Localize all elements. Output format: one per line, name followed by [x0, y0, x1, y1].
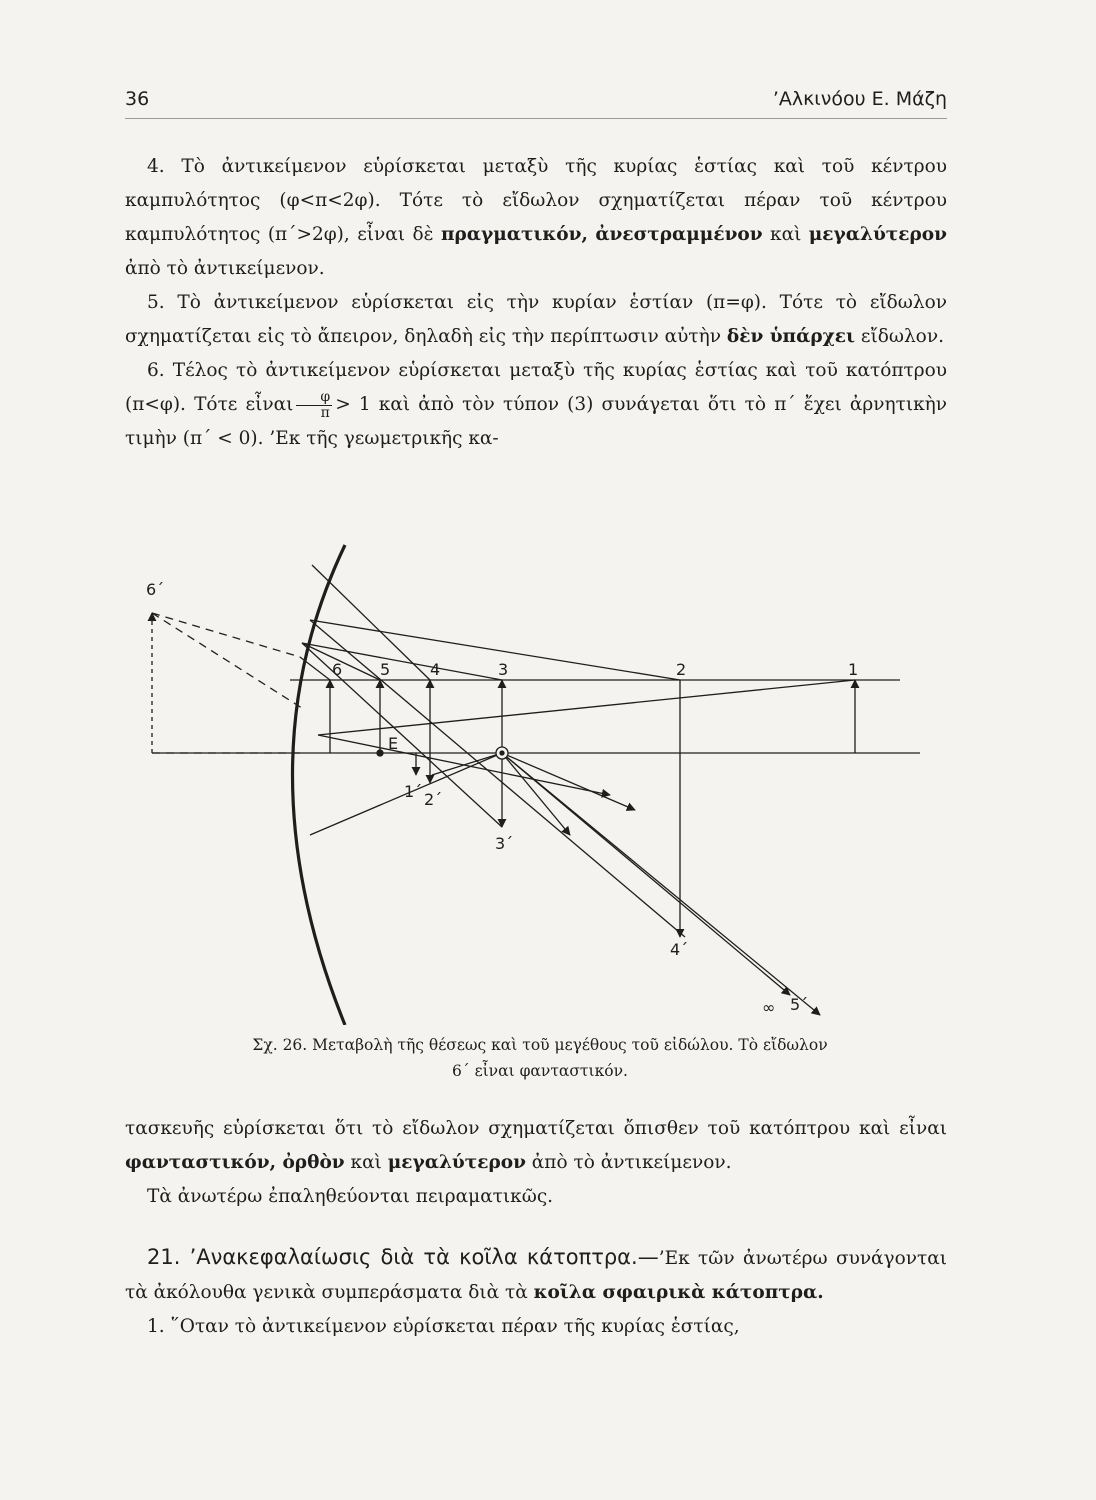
paragraph-continuation: τασκευῆς εὑρίσκεται ὅτι τὸ εἴδωλον σχηματίζεται ὄπισθεν τοῦ κατόπτρου καὶ εἶναι φανταστικόν, ὀρθὸν καὶ μεγαλύτερον ἀπὸ τὸ ἀντικείμενον. [125, 1118, 947, 1173]
concave-mirror [293, 545, 346, 1025]
label-1: 1 [848, 660, 859, 679]
fraction-phi-over-pi: $\frac{\varphi}{\pi}$ [296, 390, 332, 421]
figure-caption: Σχ. 26. Μεταβολὴ τῆς θέσεως καὶ τοῦ μεγέθους τοῦ εἰδώλου. Τὸ εἴδωλον 6΄ εἶναι φανταστικόν. [252, 1036, 828, 1080]
running-title: ’Αλκινόου Ε. Μάζη [772, 88, 947, 110]
dashed-ray-1 [152, 613, 305, 710]
label-6-prime: 6΄ [146, 580, 165, 599]
label-e: E [388, 734, 399, 753]
ray-2a [310, 620, 680, 680]
label-4: 4 [430, 660, 441, 679]
paragraph-5: 5. Τὸ ἀντικείμενον εὑρίσκεται εἰς τὴν κυρίαν ἑστίαν (π=φ). Τότε τὸ εἴδωλον σχηματίζεται εἰς τὸ ἄπειρον, δηλαδὴ εἰς τὴν περίπτωσιν αὐτὴν δὲν ὑπάρχει εἴδωλον. [125, 292, 947, 347]
dashed-ray-2 [152, 613, 300, 657]
label-2-prime: 2΄ [424, 790, 443, 809]
label-3: 3 [498, 660, 509, 679]
label-2: 2 [676, 660, 687, 679]
ray-5b [502, 753, 820, 1015]
text-top [125, 150, 947, 456]
label-infinity: ∞ [762, 998, 776, 1017]
ray-8 [502, 753, 570, 835]
ray-4a [312, 565, 430, 680]
page-number: 36 [125, 88, 150, 110]
page-header [125, 88, 947, 119]
label-4-prime: 4΄ [670, 940, 689, 959]
section-21: 21. ’Ανακεφαλαίωσις διὰ τὰ κοῖλα κάτοπτρα.—’Εκ τῶν ἀνωτέρω συνάγονται τὰ ἀκόλουθα γενικὰ συμπεράσματα διὰ τὰ κοῖλα σφαιρικὰ κάτοπτρα. [125, 1245, 947, 1303]
label-5: 5 [380, 660, 391, 679]
paragraph-4: 4. Τὸ ἀντικείμενον εὑρίσκεται μεταξὺ τῆς κυρίας ἑστίας καὶ τοῦ κέντρου καμπυλότητος (φ<π<2φ). Τότε τὸ εἴδωλον σχηματίζεται πέραν τοῦ κέντρου καμπυλότητος (π΄>2φ), εἶναι δὲ πραγματικόν, ἀνεστραμμένον καὶ μεγαλύτερον ἀπὸ τὸ ἀντικείμενον. [125, 156, 947, 279]
ray-7 [502, 753, 635, 810]
label-5-prime: 5΄ [790, 995, 809, 1014]
section-title: 21. ’Ανακεφαλαίωσις διὰ τὰ κοῖλα κάτοπτρα.— [147, 1245, 659, 1269]
label-6: 6 [332, 660, 343, 679]
ray-1a [318, 680, 855, 735]
item-1: 1. ῞Οταν τὸ ἀντικείμενον εὑρίσκεται πέραν τῆς κυρίας ἑστίας, [147, 1316, 740, 1337]
mirror-diagram [140, 535, 940, 1025]
label-1-prime: 1΄ [404, 782, 423, 801]
paragraph-verified: Τὰ ἀνωτέρω ἐπαληθεύονται πειραματικῶς. [147, 1186, 554, 1207]
focus-point-e [377, 750, 383, 756]
paragraph-6: 6. Τέλος τὸ ἀντικείμενον εὑρίσκεται μεταξὺ τῆς κυρίας ἑστίας καὶ τοῦ κατόπτρου (π<φ). Τότε εἶναι $\frac{\varphi}{\pi}$ > 1 καὶ ἀπὸ τὸν τύπον (3) συνάγεται ὅτι τὸ π΄ ἔχει ἀρνητικὴν τιμὴν (π΄ < 0). ’Εκ τῆς γεωμετρικῆς κα- [125, 360, 947, 449]
label-3-prime: 3΄ [495, 834, 514, 853]
ray-9 [432, 753, 502, 775]
text-bottom [125, 1112, 947, 1344]
